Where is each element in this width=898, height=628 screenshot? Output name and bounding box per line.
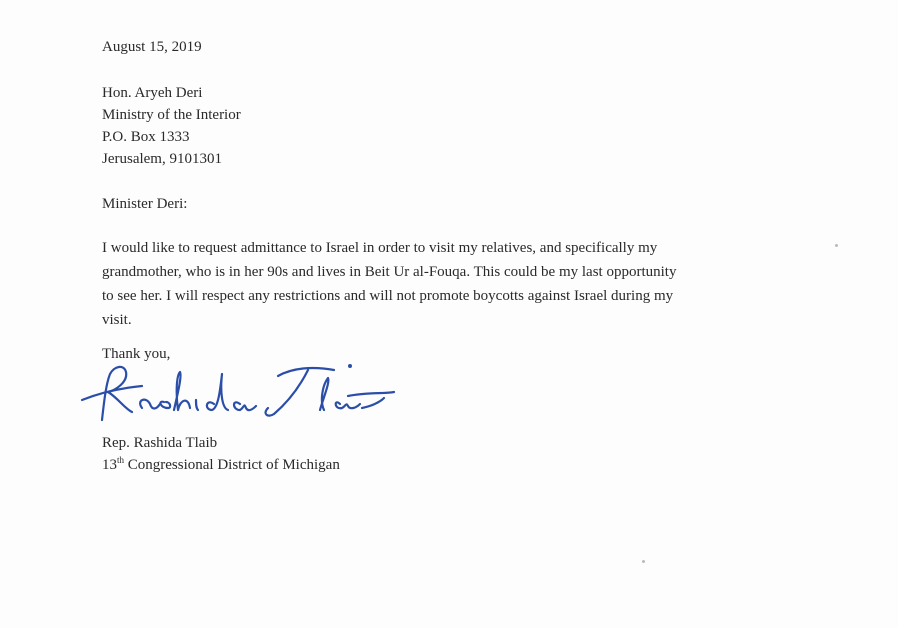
recipient-city: Jerusalem, 9101301 [102,151,222,167]
body-line: visit. [102,312,132,328]
signer-district [102,454,340,476]
handwritten-signature [72,352,402,432]
district-ordinal: 13 [102,457,117,473]
district-ordinal-suffix: th [117,455,125,465]
signer-title: Rep. Rashida Tlaib [102,435,218,451]
body-line: I would like to request admittance to Israel in order to visit my relatives, and specifically my [102,240,658,256]
recipient-po-box: P.O. Box 1333 [102,129,190,145]
recipient-name: Hon. Aryeh Deri [102,85,203,101]
body-line: grandmother, who is in her 90s and lives in Beit Ur al-Fouqa. This could be my last opportunity [102,264,677,280]
paper-speck [642,560,645,563]
recipient-organization: Ministry of the Interior [102,107,241,123]
closing: Thank you, [102,346,171,362]
letter-body [102,236,802,332]
paper-speck [835,244,838,247]
salutation: Minister Deri: [102,196,188,212]
district-name: Congressional District of Michigan [124,457,340,473]
body-line: to see her. I will respect any restrictions and will not promote boycotts against Israel during my [102,288,674,304]
letter-date: August 15, 2019 [102,39,202,55]
